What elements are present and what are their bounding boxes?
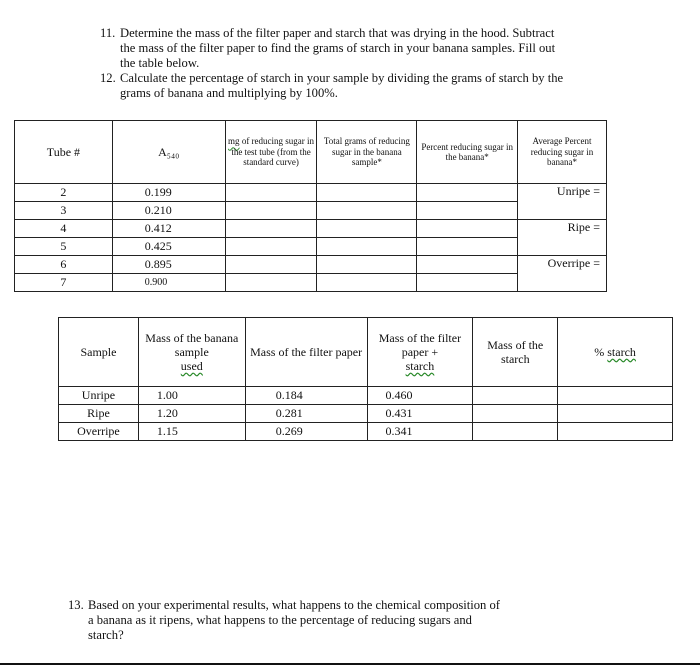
header-starch-mass: Mass of the starch [473, 318, 558, 387]
filter-mass-cell: 0.281 [245, 405, 367, 423]
table-header-row [15, 121, 607, 184]
instruction-text: Calculate the percentage of starch in your sample by dividing the grams of starch by the grams of banana and multiplying by 100%. [120, 71, 564, 100]
empty-cell[interactable] [225, 274, 317, 292]
filter-starch-cell: 0.341 [367, 423, 473, 441]
empty-cell[interactable] [558, 423, 673, 441]
starch-mass-table [58, 317, 673, 441]
header-tube: Tube # [15, 121, 113, 184]
empty-cell[interactable] [317, 184, 417, 202]
header-banana-mass-used: used [180, 359, 203, 373]
table-row [59, 423, 673, 441]
header-percent-starch [558, 318, 673, 387]
header-percent-symbol: % [594, 345, 608, 359]
tube-cell: 6 [15, 256, 113, 274]
tube-cell: 7 [15, 274, 113, 292]
instruction-number: 11. [100, 26, 116, 40]
header-absorbance: A₅₄₀ [112, 121, 225, 184]
average-overripe: Overripe = [518, 256, 607, 292]
empty-cell[interactable] [225, 220, 317, 238]
header-filter-starch-text: Mass of the filter paper + [378, 331, 462, 359]
instructions [100, 26, 570, 101]
table-row [59, 387, 673, 405]
empty-cell[interactable] [417, 256, 518, 274]
sample-cell: Ripe [59, 405, 139, 423]
bottom-divider [0, 663, 700, 665]
empty-cell[interactable] [317, 238, 417, 256]
tube-cell: 2 [15, 184, 113, 202]
empty-cell[interactable] [473, 423, 558, 441]
header-mg-text: of reducing sugar in the test tube (from the standard curve) [231, 136, 315, 168]
banana-mass-cell: 1.15 [138, 423, 245, 441]
banana-mass-cell: 1.00 [138, 387, 245, 405]
header-banana-mass-text: Mass of the banana sample [145, 331, 239, 359]
absorbance-cell: 0.425 [112, 238, 225, 256]
header-total-grams: Total grams of reducing sugar in the banana sample* [317, 121, 417, 184]
empty-cell[interactable] [225, 256, 317, 274]
empty-cell[interactable] [317, 256, 417, 274]
reducing-sugar-table [14, 120, 607, 292]
absorbance-cell: 0.900 [112, 274, 225, 292]
absorbance-cell: 0.210 [112, 202, 225, 220]
header-filter-starch-word: starch [405, 359, 435, 373]
empty-cell[interactable] [558, 405, 673, 423]
empty-cell[interactable] [317, 202, 417, 220]
header-sample: Sample [59, 318, 139, 387]
empty-cell[interactable] [225, 238, 317, 256]
header-filter-starch-mass [367, 318, 473, 387]
filter-mass-cell: 0.269 [245, 423, 367, 441]
empty-cell[interactable] [317, 274, 417, 292]
instruction-text: Determine the mass of the filter paper and starch that was drying in the hood. Subtract the mass of the filter paper to find the grams of starch in your banana samples. Fill out the table below. [120, 26, 556, 70]
empty-cell[interactable] [317, 220, 417, 238]
empty-cell[interactable] [225, 202, 317, 220]
table-row [15, 220, 607, 238]
instruction-number: 12. [100, 71, 116, 85]
sample-cell: Unripe [59, 387, 139, 405]
instruction-11 [100, 26, 570, 71]
tube-cell: 5 [15, 238, 113, 256]
average-unripe: Unripe = [518, 184, 607, 220]
table-row [59, 405, 673, 423]
table-row [15, 184, 607, 202]
empty-cell[interactable] [225, 184, 317, 202]
absorbance-cell: 0.199 [112, 184, 225, 202]
absorbance-cell: 0.895 [112, 256, 225, 274]
empty-cell[interactable] [417, 220, 518, 238]
empty-cell[interactable] [473, 405, 558, 423]
header-mg-unit: mg [228, 136, 240, 147]
filter-mass-cell: 0.184 [245, 387, 367, 405]
header-percent-starch-word: starch [607, 345, 636, 359]
filter-starch-cell: 0.460 [367, 387, 473, 405]
sample-cell: Overripe [59, 423, 139, 441]
empty-cell[interactable] [417, 274, 518, 292]
header-average-percent: Average Percent reducing sugar in banana* [518, 121, 607, 184]
banana-mass-cell: 1.20 [138, 405, 245, 423]
empty-cell[interactable] [417, 184, 518, 202]
tube-cell: 4 [15, 220, 113, 238]
average-ripe: Ripe = [518, 220, 607, 256]
table-header-row [59, 318, 673, 387]
empty-cell[interactable] [417, 238, 518, 256]
instruction-12 [100, 71, 570, 101]
question-number: 13. [68, 598, 84, 612]
filter-starch-cell: 0.431 [367, 405, 473, 423]
table-row [15, 256, 607, 274]
empty-cell[interactable] [473, 387, 558, 405]
question-13 [68, 598, 508, 643]
question-text: Based on your experimental results, what happens to the chemical composition of a banana as it ripens, what happens to the percentage of reducing sugars and starch? [88, 598, 500, 642]
header-percent-reducing: Percent reducing sugar in the banana* [417, 121, 518, 184]
header-filter-mass: Mass of the filter paper [245, 318, 367, 387]
header-banana-mass [138, 318, 245, 387]
header-mg-reducing-sugar [225, 121, 317, 184]
empty-cell[interactable] [417, 202, 518, 220]
empty-cell[interactable] [558, 387, 673, 405]
tube-cell: 3 [15, 202, 113, 220]
absorbance-cell: 0.412 [112, 220, 225, 238]
